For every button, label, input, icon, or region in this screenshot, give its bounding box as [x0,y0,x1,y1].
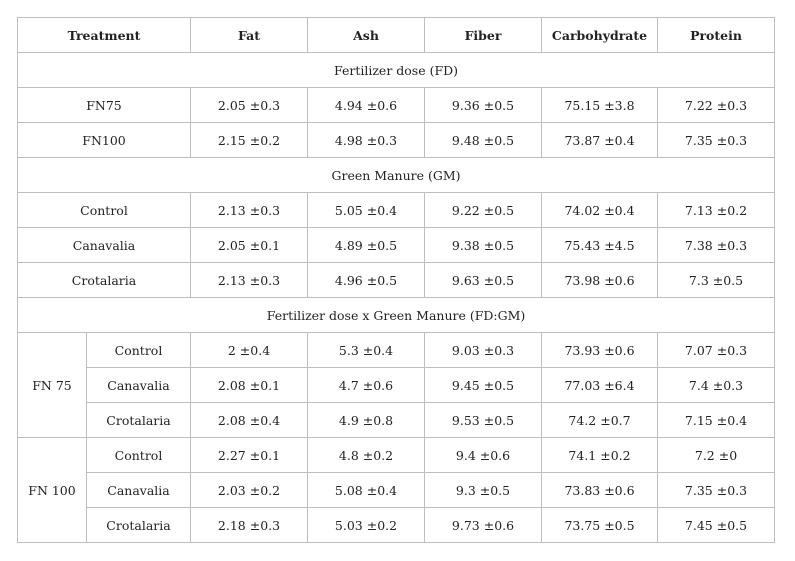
group-label-fn100: FN 100 [18,438,87,543]
cell-protein: 7.4 ±0.3 [658,368,775,403]
table-row [18,193,775,228]
cell-carbohydrate: 75.43 ±4.5 [542,228,658,263]
cell-carbohydrate: 73.75 ±0.5 [542,508,658,543]
cell-carbohydrate: 73.87 ±0.4 [542,123,658,158]
section-row-fdgm [18,298,775,333]
row-label: Crotalaria [18,263,191,298]
table-row [18,473,775,508]
cell-fat: 2.05 ±0.3 [191,88,308,123]
cell-carbohydrate: 74.2 ±0.7 [542,403,658,438]
col-header-fat: Fat [191,18,308,53]
cell-protein: 7.45 ±0.5 [658,508,775,543]
row-label: Canavalia [87,368,191,403]
cell-ash: 4.89 ±0.5 [308,228,425,263]
table-row [18,403,775,438]
cell-carbohydrate: 73.93 ±0.6 [542,333,658,368]
row-label: Crotalaria [87,403,191,438]
cell-fat: 2.13 ±0.3 [191,193,308,228]
cell-ash: 4.8 ±0.2 [308,438,425,473]
section-title-gm: Green Manure (GM) [18,158,775,193]
section-title-fd: Fertilizer dose (FD) [18,53,775,88]
row-label: FN75 [18,88,191,123]
cell-fiber: 9.53 ±0.5 [425,403,542,438]
col-header-ash: Ash [308,18,425,53]
col-header-treatment: Treatment [18,18,191,53]
row-label: Control [87,333,191,368]
cell-fat: 2.15 ±0.2 [191,123,308,158]
cell-fat: 2.27 ±0.1 [191,438,308,473]
cell-carbohydrate: 74.02 ±0.4 [542,193,658,228]
cell-fiber: 9.3 ±0.5 [425,473,542,508]
row-label: FN100 [18,123,191,158]
cell-protein: 7.35 ±0.3 [658,473,775,508]
table-row [18,333,775,368]
table-row [18,88,775,123]
cell-carbohydrate: 73.98 ±0.6 [542,263,658,298]
section-title-fdgm: Fertilizer dose x Green Manure (FD:GM) [18,298,775,333]
cell-fat: 2.18 ±0.3 [191,508,308,543]
col-header-fiber: Fiber [425,18,542,53]
cell-fat: 2.05 ±0.1 [191,228,308,263]
cell-protein: 7.13 ±0.2 [658,193,775,228]
section-row-gm [18,158,775,193]
row-label: Control [18,193,191,228]
row-label: Control [87,438,191,473]
cell-protein: 7.3 ±0.5 [658,263,775,298]
col-header-protein: Protein [658,18,775,53]
cell-fiber: 9.36 ±0.5 [425,88,542,123]
cell-ash: 5.03 ±0.2 [308,508,425,543]
cell-ash: 5.3 ±0.4 [308,333,425,368]
group-label-fn75: FN 75 [18,333,87,438]
cell-protein: 7.38 ±0.3 [658,228,775,263]
cell-ash: 4.94 ±0.6 [308,88,425,123]
cell-ash: 4.98 ±0.3 [308,123,425,158]
cell-fat: 2.03 ±0.2 [191,473,308,508]
cell-fat: 2.08 ±0.1 [191,368,308,403]
cell-fat: 2.13 ±0.3 [191,263,308,298]
row-label: Canavalia [87,473,191,508]
cell-fiber: 9.22 ±0.5 [425,193,542,228]
cell-protein: 7.22 ±0.3 [658,88,775,123]
cell-ash: 4.7 ±0.6 [308,368,425,403]
table-row [18,368,775,403]
cell-ash: 5.05 ±0.4 [308,193,425,228]
table-row [18,438,775,473]
cell-fat: 2 ±0.4 [191,333,308,368]
cell-carbohydrate: 74.1 ±0.2 [542,438,658,473]
row-label: Canavalia [18,228,191,263]
section-row-fd [18,53,775,88]
cell-fat: 2.08 ±0.4 [191,403,308,438]
cell-ash: 5.08 ±0.4 [308,473,425,508]
cell-fiber: 9.48 ±0.5 [425,123,542,158]
cell-ash: 4.96 ±0.5 [308,263,425,298]
header-row [18,18,775,53]
cell-protein: 7.07 ±0.3 [658,333,775,368]
cell-fiber: 9.03 ±0.3 [425,333,542,368]
cell-fiber: 9.63 ±0.5 [425,263,542,298]
cell-carbohydrate: 75.15 ±3.8 [542,88,658,123]
cell-ash: 4.9 ±0.8 [308,403,425,438]
cell-carbohydrate: 73.83 ±0.6 [542,473,658,508]
cell-fiber: 9.73 ±0.6 [425,508,542,543]
row-label: Crotalaria [87,508,191,543]
cell-fiber: 9.45 ±0.5 [425,368,542,403]
cell-protein: 7.2 ±0 [658,438,775,473]
cell-protein: 7.15 ±0.4 [658,403,775,438]
cell-fiber: 9.4 ±0.6 [425,438,542,473]
table-row [18,228,775,263]
cell-fiber: 9.38 ±0.5 [425,228,542,263]
cell-carbohydrate: 77.03 ±6.4 [542,368,658,403]
table-row [18,263,775,298]
table-row [18,508,775,543]
table-row [18,123,775,158]
nutrition-table [17,17,775,543]
col-header-carbohydrate: Carbohydrate [542,18,658,53]
cell-protein: 7.35 ±0.3 [658,123,775,158]
